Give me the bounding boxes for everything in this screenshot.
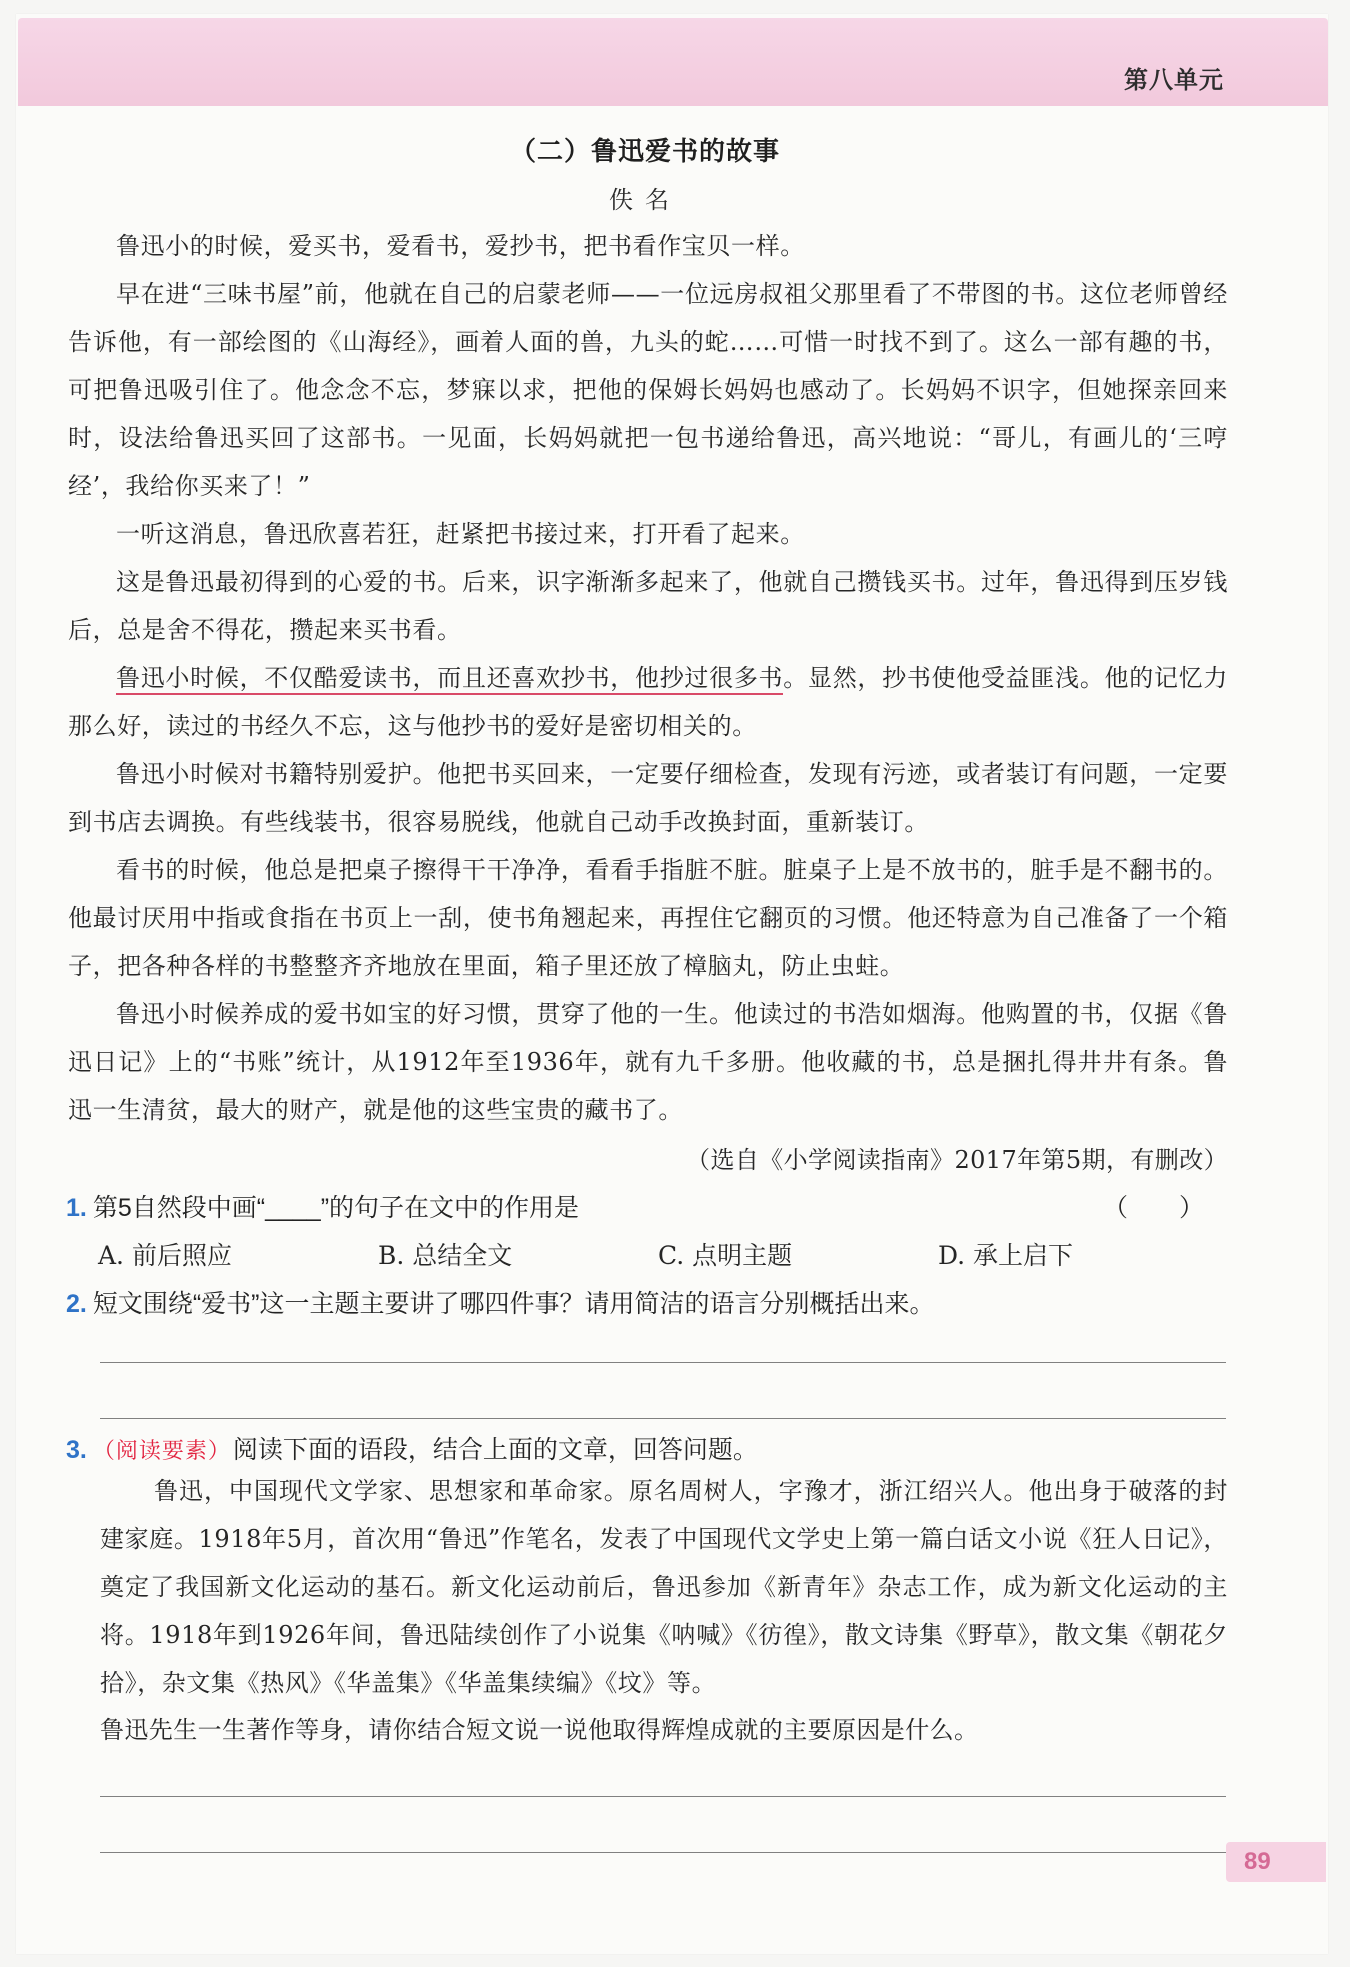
question-3-text: 阅读下面的语段，结合上面的文章，回答问题。	[232, 1436, 758, 1464]
article-source: （选自《小学阅读指南》2017年第5期，有删改）	[686, 1146, 1228, 1174]
answer-line-q2-2[interactable]	[100, 1418, 1226, 1419]
option-d[interactable]: D. 承上启下	[938, 1241, 1074, 1270]
unit-label: 第八单元	[1124, 67, 1224, 94]
paragraph-6: 鲁迅小时候对书籍特别爱护。他把书买回来，一定要仔细检查，发现有污迹，或者装订有问题，一定要到书店去调换。有些线装书，很容易脱线，他就自己动手改换封面，重新装订。	[68, 760, 1228, 836]
question-1-number: 1.	[66, 1194, 87, 1222]
answer-line-q3-1[interactable]	[100, 1796, 1226, 1797]
question-1-text: 第5自然段中画“____”的句子在文中的作用是	[92, 1194, 580, 1222]
option-c[interactable]: C. 点明主题	[658, 1241, 793, 1270]
article-title: （二）鲁迅爱书的故事	[509, 136, 780, 166]
answer-parentheses[interactable]: （ ）	[1103, 1194, 1226, 1222]
question-2-number: 2.	[66, 1290, 87, 1318]
page-number: 89	[1226, 1842, 1326, 1882]
paragraph-3: 一听这消息，鲁迅欣喜若狂，赶紧把书接过来，打开看了起来。	[116, 520, 805, 548]
underlined-sentence: 鲁迅小时候，不仅酷爱读书，而且还喜欢抄书，他抄过很多书	[116, 664, 783, 695]
paragraph-8: 鲁迅小时候养成的爱书如宝的好习惯，贯穿了他的一生。他读过的书浩如烟海。他购置的书，仅据《鲁迅日记》上的“书账”统计，从1912年至1936年，就有九千多册。他收藏的书，总是捆扎得井井有条。鲁迅一生清贫，最大的财产，就是他的这些宝贵的藏书了。	[68, 1000, 1228, 1124]
passage-paragraph: 鲁迅，中国现代文学家、思想家和革命家。原名周树人，字豫才，浙江绍兴人。他出身于破落的封建家庭。1918年5月，首次用“鲁迅”作笔名，发表了中国现代文学史上第一篇白话文小说《狂人日记》，奠定了我国新文化运动的基石。新文化运动前后，鲁迅参加《新青年》杂志工作，成为新文化运动的主将。1918年到1926年间，鲁迅陆续创作了小说集《呐喊》《彷徨》，散文诗集《野草》，散文集《朝花夕拾》，杂文集《热风》《华盖集》《华盖集续编》《坟》等。	[100, 1477, 1228, 1697]
article-author: 佚名	[609, 186, 681, 214]
paragraph-5-rest: 。显然，抄书使他受益匪浅。他的记忆力那么好，读过的书经久不忘，这与他抄书的爱好是密切相关的。	[68, 664, 1228, 740]
paragraph-5	[68, 654, 1228, 750]
article-body	[68, 222, 1228, 1134]
question-2-text: 短文围绕“爱书”这一主题主要讲了哪四件事？请用简洁的语言分别概括出来。	[92, 1290, 935, 1318]
question-3-prompt: 鲁迅先生一生著作等身，请你结合短文说一说他取得辉煌成就的主要原因是什么。	[100, 1716, 979, 1744]
question-1	[66, 1184, 1228, 1232]
question-2	[66, 1280, 1228, 1328]
answer-line-q3-2[interactable]	[100, 1852, 1226, 1853]
answer-line-q2-1[interactable]	[100, 1362, 1226, 1363]
question-3-number: 3.	[66, 1436, 87, 1464]
paragraph-2: 早在进“三味书屋”前，他就在自己的启蒙老师——一位远房叔祖父那里看了不带图的书。这位老师曾经告诉他，有一部绘图的《山海经》，画着人面的兽，九头的蛇……可惜一时找不到了。这么一部有趣的书，可把鲁迅吸引住了。他念念不忘，梦寐以求，把他的保姆长妈妈也感动了。长妈妈不识字，但她探亲回来时，设法给鲁迅买回了这部书。一见面，长妈妈就把一包书递给鲁迅，高兴地说：“哥儿，有画儿的‘三哼经’，我给你买来了！”	[68, 280, 1228, 500]
paragraph-4: 这是鲁迅最初得到的心爱的书。后来，识字渐渐多起来了，他就自己攒钱买书。过年，鲁迅得到压岁钱后，总是舍不得花，攒起来买书看。	[68, 568, 1228, 644]
paragraph-7: 看书的时候，他总是把桌子擦得干干净净，看看手指脏不脏。脏桌子上是不放书的，脏手是不翻书的。他最讨厌用中指或食指在书页上一刮，使书角翘起来，再捏住它翻页的习惯。他还特意为自己准备了一个箱子，把各种各样的书整整齐齐地放在里面，箱子里还放了樟脑丸，防止虫蛀。	[68, 856, 1228, 980]
paragraph-1: 鲁迅小的时候，爱买书，爱看书，爱抄书，把书看作宝贝一样。	[116, 232, 805, 260]
reading-element-tag: （阅读要素）	[92, 1439, 231, 1464]
question-1-options	[98, 1232, 1228, 1280]
option-b[interactable]: B. 总结全文	[378, 1241, 513, 1270]
option-a[interactable]: A. 前后照应	[98, 1241, 232, 1270]
question-3-passage	[100, 1467, 1228, 1707]
